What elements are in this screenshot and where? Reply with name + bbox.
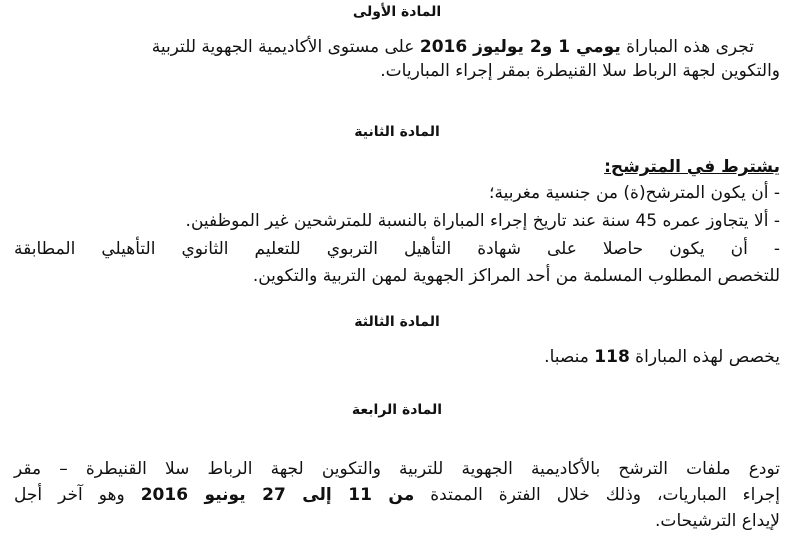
article-4-line-1: تودع ملفات الترشح بالأكاديمية الجهوية للتربية والتكوين لجهة الرباط سلا القنيطرة – مقر (14, 459, 780, 479)
condition-1: - أن يكون المترشح(ة) من جنسية مغربية؛ (489, 183, 780, 203)
article-1-line-1 (152, 36, 754, 58)
article-3-posts-count: 118 (594, 347, 630, 367)
condition-3-line-1: - أن يكون حاصلا على شهادة التأهيل التربوي للتعليم الثانوي التأهيلي المطابقة (14, 239, 780, 259)
article-1-text-a: تجرى هذه المباراة (620, 37, 754, 57)
article-4-period: من 11 إلى 27 يونيو 2016 (140, 485, 415, 505)
article-3-text-a: يخصص لهذه المباراة (629, 347, 780, 367)
article-2-title: المادة الثانية (354, 124, 440, 140)
article-1-title: المادة الأولى (352, 4, 442, 20)
article-3-text-c: منصبا. (544, 347, 595, 367)
condition-3-line-2: للتخصص المطلوب المسلمة من أحد المراكز الجهوية لمهن التربية والتكوين. (252, 266, 780, 286)
condition-heading: يشترط في المترشح: (604, 157, 780, 177)
article-4-title: المادة الرابعة (351, 402, 443, 418)
article-4-line-2 (14, 484, 780, 506)
article-4-text-a: إجراء المباريات، وذلك خلال الفترة الممتدة (414, 485, 781, 505)
article-4-text-c: وهو آخر أجل (14, 485, 141, 505)
article-1-line-2: والتكوين لجهة الرباط سلا القنيطرة بمقر إجراء المباريات. (380, 61, 780, 81)
article-1-dates: يومي 1 و2 يوليوز 2016 (419, 37, 621, 57)
article-3-title: المادة الثالثة (354, 314, 440, 330)
article-4-line-3: لإيداع الترشيحات. (655, 511, 780, 531)
condition-2: - ألا يتجاوز عمره 45 سنة عند تاريخ إجراء المباراة بالنسبة للمترشحين غير الموظفين. (185, 211, 780, 231)
article-1-text-c: على مستوى الأكاديمية الجهوية للتربية (151, 37, 420, 57)
article-3-text (544, 346, 780, 368)
